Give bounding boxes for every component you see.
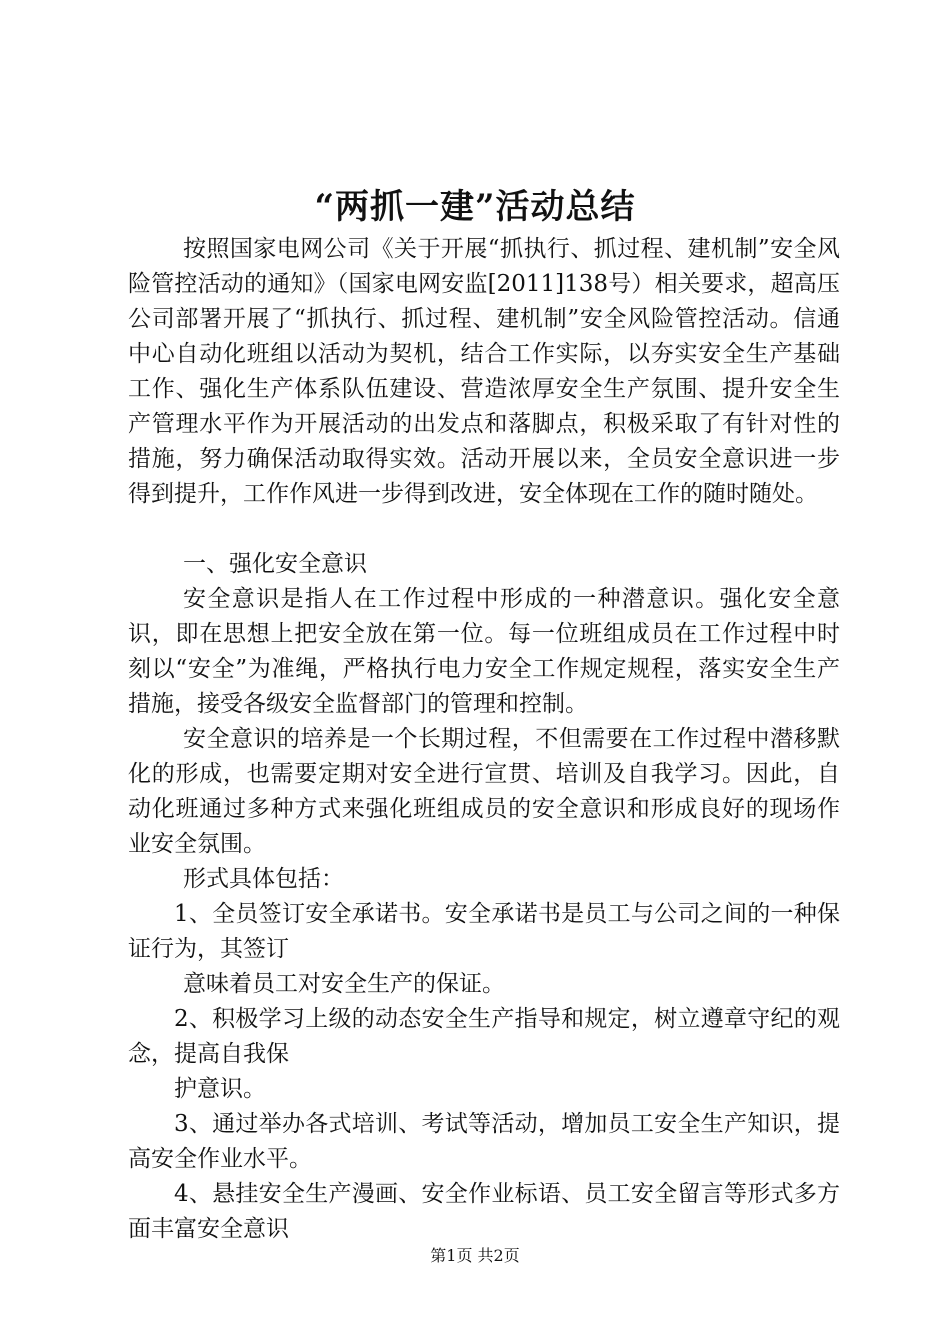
list-item: 2、积极学习上级的动态安全生产指导和规定，树立遵章守纪的观念，提高自我保 [128, 1006, 840, 1067]
paragraph: 安全意识是指人在工作过程中形成的一种潜意识。强化安全意识，即在思想上把安全放在第一位。每一位班组成员在工作过程中时刻以“安全”为准绳，严格执行电力安全工作规定规程，落实安全生产措施，接受各级安全监督部门的管理和控制。 [128, 586, 840, 717]
paragraph-gap [128, 512, 840, 547]
page-number-footer: 第1页 共2页 [430, 1246, 520, 1265]
list-item: 3、通过举办各式培训、考试等活动，增加员工安全生产知识，提高安全作业水平。 [128, 1111, 840, 1172]
list-item: 4、悬挂安全生产漫画、安全作业标语、员工安全留言等形式多方面丰富安全意识 [128, 1181, 840, 1242]
list-item-continuation: 意味着员工对安全生产的保证。 [183, 971, 505, 997]
list-item: 1、全员签订安全承诺书。安全承诺书是员工与公司之间的一种保证行为，其签订 [128, 901, 840, 962]
paragraph-intro: 按照国家电网公司《关于开展“抓执行、抓过程、建机制”安全风险管控活动的通知》（国家电网安监[2011]138号）相关要求，超高压公司部署开展了“抓执行、抓过程、建机制”安全风险管控活动。信通中心自动化班组以活动为契机，结合工作实际，以夯实安全生产基础工作、强化生产体系队伍建设、营造浓厚安全生产氛围、提升安全生产管理水平作为开展活动的出发点和落脚点，积极采取了有针对性的措施，努力确保活动取得实效。活动开展以来，全员安全意识进一步得到提升，工作作风进一步得到改进，安全体现在工作的随时随处。 [128, 236, 840, 507]
paragraph: 安全意识的培养是一个长期过程，不但需要在工作过程中潜移默化的形成，也需要定期对安全进行宣贯、培训及自我学习。因此，自动化班通过多种方式来强化班组成员的安全意识和形成良好的现场作业安全氛围。 [128, 726, 840, 857]
paragraph: 形式具体包括： [183, 866, 344, 892]
list-item-continuation: 护意识。 [174, 1076, 266, 1102]
section-heading: 一、强化安全意识 [183, 551, 367, 577]
document-body [128, 232, 840, 1247]
document-title: “两抓一建”活动总结 [314, 187, 636, 227]
